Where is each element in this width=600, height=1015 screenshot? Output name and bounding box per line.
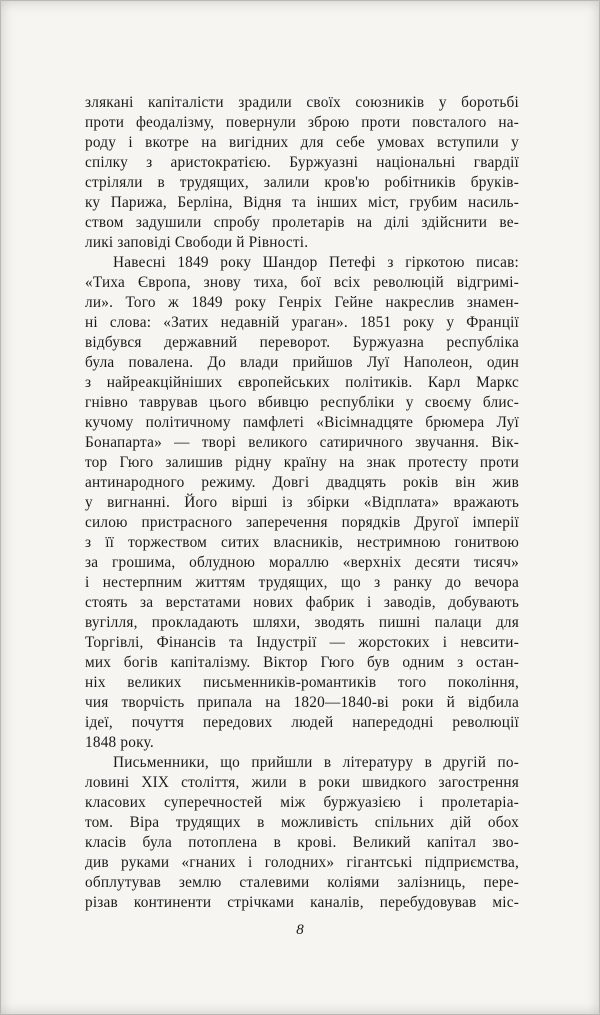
text-line: за грошима, облудною мораллю «верхніх десяти тисяч» xyxy=(85,554,519,571)
text-line: класових суперечностей між буржуазією і пролетаріа- xyxy=(85,794,519,811)
text-line: класів була потоплена в крові. Великий капітал зво- xyxy=(85,834,519,851)
text-line: ні слова: «Затих недавній ураган». 1851 року у Франції xyxy=(85,314,519,331)
text-line: том. Віра трудящих в можливість спільних дій обох xyxy=(85,814,519,831)
text-line: проти феодалізму, повернули зброю проти повсталого на- xyxy=(85,114,519,131)
text-line: злякані капіталісти зрадили своїх союзників у боротьбі xyxy=(85,94,519,111)
text-line: тор Гюго залишив рідну країну на знак протесту проти xyxy=(85,454,519,471)
text-line: ідеї, почуття передових людей напередодні революції xyxy=(85,714,519,731)
text-line: Торгівлі, Фінансів та Індустрії — жорстоких і невсити- xyxy=(85,634,519,651)
text-line: ку Парижа, Берліна, Відня та інших міст, грубим насиль- xyxy=(85,194,519,211)
text-line: 1848 року. xyxy=(85,734,154,751)
page-number: 8 xyxy=(296,922,304,938)
text-line: див руками «гнаних і голодних» гігантські підприємства, xyxy=(85,854,519,871)
text-line: гнівно таврував цього вбивцю республіки у своєму блис- xyxy=(85,394,519,411)
text-line: роду і вкотре на вигідних для себе умовах вступили у xyxy=(85,134,519,151)
text-line: Навесні 1849 року Шандор Петефі з гіркотою писав: xyxy=(113,254,519,271)
text-line: ликі заповіді Свободи й Рівності. xyxy=(85,234,309,251)
text-line: стріляли в трудящих, залили кров'ю робітників бруків- xyxy=(85,174,519,191)
text-line: ли». Того ж 1849 року Генріх Гейне накреслив знамен- xyxy=(85,294,519,311)
text-line: стоять за верстатами нових фабрик і заводів, добувають xyxy=(85,594,519,611)
text-line: силою пристрасного заперечення порядків Другої імперії xyxy=(85,514,519,531)
text-block xyxy=(85,93,519,913)
text-line: обплутував землю сталевими коліями залізниць, пере- xyxy=(85,874,519,891)
text-line: кучому політичному памфлеті «Вісімнадцяте брюмера Луї xyxy=(85,414,519,431)
text-line: у вигнанні. Його вірші із збірки «Відплата» вражають xyxy=(85,494,519,511)
text-line: «Тиха Європа, знову тиха, бої всіх революцій відгримі- xyxy=(85,274,519,291)
text-line: вугілля, прокладають шляхи, зводять пишні палаци для xyxy=(85,614,519,631)
text-line: різав континенти стрічками каналів, перебудовував міс- xyxy=(85,894,519,911)
text-line: з її торжеством ситих власників, нестримною гонитвою xyxy=(85,534,519,551)
text-line: спілку з аристократією. Буржуазні національні гвардії xyxy=(85,154,519,171)
text-line: Письменники, що прийшли в літературу в другій по- xyxy=(113,754,519,771)
text-line: антинародного режиму. Довгі двадцять років він жив xyxy=(85,474,519,491)
text-line: ловині XIX століття, жили в роки швидкого загострення xyxy=(85,774,519,791)
text-line: ніх великих письменників-романтиків того покоління, xyxy=(85,674,519,691)
text-line: була повалена. До влади прийшов Луї Наполеон, один xyxy=(85,354,519,371)
text-line: і нестерпним життям трудящих, що з ранку до вечора xyxy=(85,574,519,591)
text-line: Бонапарта» — творі великого сатиричного звучання. Вік- xyxy=(85,434,519,451)
text-line: з найреакційніших європейських політиків. Карл Маркс xyxy=(85,374,519,391)
text-line: чия творчість припала на 1820—1840-ві роки й відбила xyxy=(85,694,519,711)
text-line: відбувся державний переворот. Буржуазна республіка xyxy=(85,334,519,351)
text-line: мих богів капіталізму. Віктор Гюго був одним з остан- xyxy=(85,654,519,671)
text-line: ством задушили спробу пролетарів на ділі здійснити ве- xyxy=(85,214,519,231)
